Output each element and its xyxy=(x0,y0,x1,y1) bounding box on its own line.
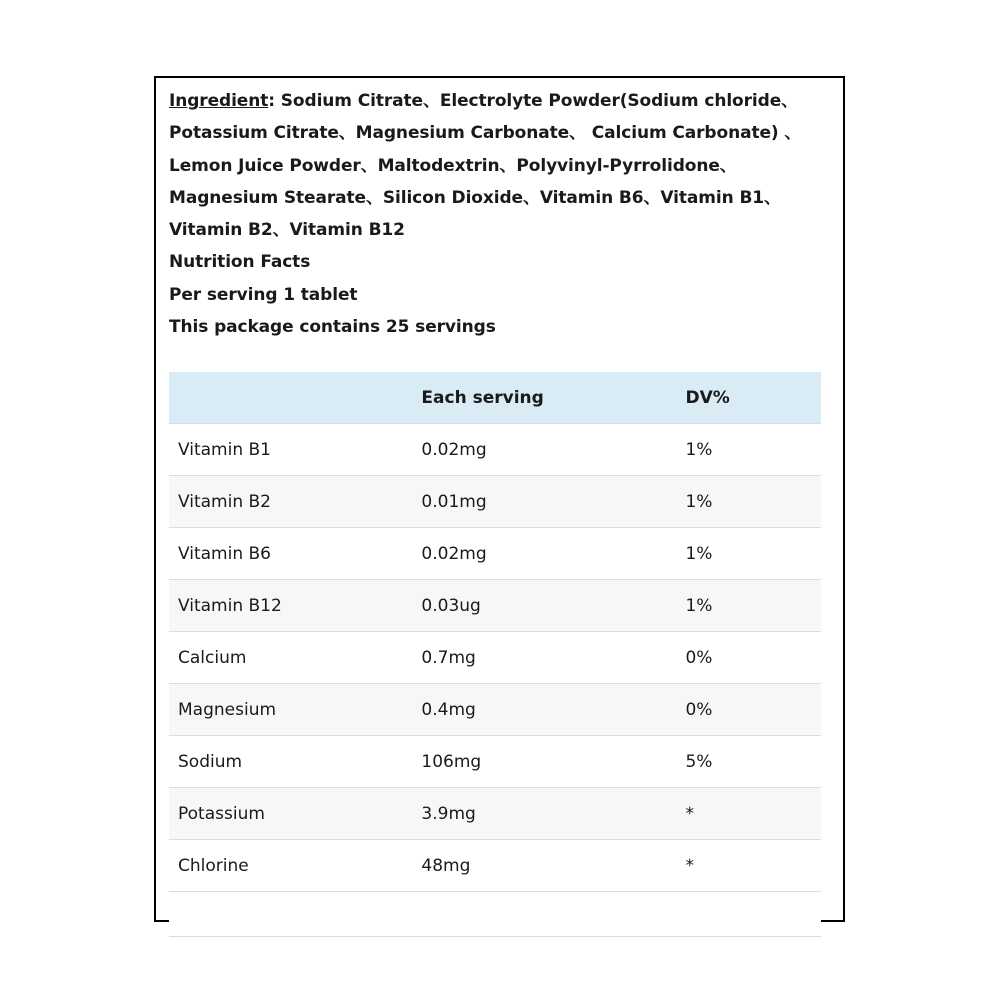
ingredient-line-4: Magnesium Stearate、Silicon Dioxide、Vitamin B6、Vitamin B1、 xyxy=(169,187,781,208)
nutrient-amount: 48mg xyxy=(411,840,675,892)
nutrient-dv: * xyxy=(675,788,821,840)
per-serving-text: Per serving 1 tablet xyxy=(169,284,358,305)
table-header-row xyxy=(169,372,821,424)
nutrient-amount: 0.02mg xyxy=(411,424,675,476)
nutrient-name: Vitamin B6 xyxy=(169,528,411,580)
table-row xyxy=(169,476,821,528)
ingredient-line-1 xyxy=(169,85,829,117)
table-row xyxy=(169,528,821,580)
nutrient-dv: 1% xyxy=(675,476,821,528)
ingredient-label: Ingredient xyxy=(169,91,269,111)
nutrient-dv: 5% xyxy=(675,736,821,788)
nutrient-name: Calcium xyxy=(169,632,411,684)
nutrient-amount: 0.4mg xyxy=(411,684,675,736)
nutrient-name: Vitamin B12 xyxy=(169,580,411,632)
header-nutrient xyxy=(169,372,411,424)
nutrient-amount: 3.9mg xyxy=(411,788,675,840)
table-row xyxy=(169,840,821,892)
table-empty-row xyxy=(169,892,821,937)
table-row xyxy=(169,788,821,840)
nutrient-name: Vitamin B2 xyxy=(169,476,411,528)
empty-cell xyxy=(169,892,411,937)
nutrient-dv: 0% xyxy=(675,684,821,736)
nutrient-name: Magnesium xyxy=(169,684,411,736)
nutrient-name: Vitamin B1 xyxy=(169,424,411,476)
ingredient-line-2: Potassium Citrate、Magnesium Carbonate、 Calcium Carbonate) 、 xyxy=(169,123,802,144)
nutrition-table xyxy=(169,372,821,937)
nutrient-amount: 0.03ug xyxy=(411,580,675,632)
nutrient-amount: 0.7mg xyxy=(411,632,675,684)
product-info-panel xyxy=(154,76,845,922)
table-row xyxy=(169,424,821,476)
nutrient-name: Potassium xyxy=(169,788,411,840)
table-row xyxy=(169,736,821,788)
nutrient-amount: 106mg xyxy=(411,736,675,788)
nutrient-amount: 0.02mg xyxy=(411,528,675,580)
nutrient-dv: 1% xyxy=(675,580,821,632)
header-each-serving: Each serving xyxy=(411,372,675,424)
nutrient-dv: 1% xyxy=(675,424,821,476)
empty-cell xyxy=(675,892,821,937)
empty-cell xyxy=(411,892,675,937)
servings-count-text: This package contains 25 servings xyxy=(169,317,496,338)
ingredient-text-block xyxy=(169,85,829,343)
table-row xyxy=(169,580,821,632)
ingredient-text: : Sodium Citrate、Electrolyte Powder(Sodium chloride、 xyxy=(268,91,799,111)
nutrition-facts-heading: Nutrition Facts xyxy=(169,252,311,273)
table-row xyxy=(169,684,821,736)
nutrient-dv: 1% xyxy=(675,528,821,580)
nutrient-amount: 0.01mg xyxy=(411,476,675,528)
nutrient-name: Sodium xyxy=(169,736,411,788)
nutrient-dv: * xyxy=(675,840,821,892)
header-dv: DV% xyxy=(675,372,821,424)
table-row xyxy=(169,632,821,684)
ingredient-line-3: Lemon Juice Powder、Maltodextrin、Polyvinyl-Pyrrolidone、 xyxy=(169,155,737,176)
nutrient-dv: 0% xyxy=(675,632,821,684)
ingredient-line-5: Vitamin B2、Vitamin B12 xyxy=(169,220,405,241)
nutrient-name: Chlorine xyxy=(169,840,411,892)
